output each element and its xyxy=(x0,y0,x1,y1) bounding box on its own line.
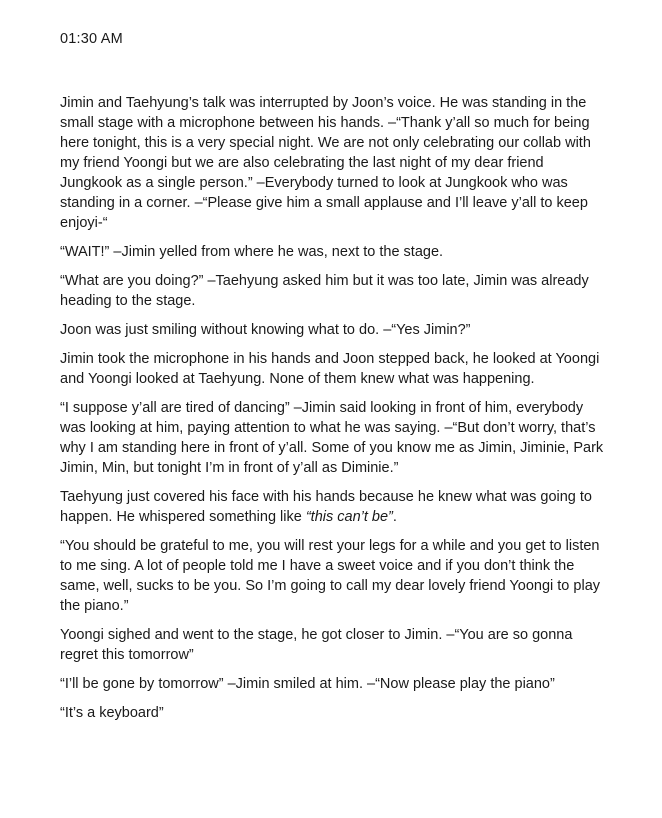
paragraph-7-text: Taehyung just covered his face with his hands because he knew what was going to happen. He whispered something like xyxy=(60,489,592,525)
paragraph-10: “I’ll be gone by tomorrow” –Jimin smiled at him. –“Now please play the piano” xyxy=(60,676,555,692)
paragraph-5: Jimin took the microphone in his hands and Joon stepped back, he looked at Yoongi and Yoongi looked at Taehyung. None of them knew what was happening. xyxy=(60,351,600,387)
paragraph-3: “What are you doing?” –Taehyung asked him but it was too late, Jimin was already heading to the stage. xyxy=(60,273,589,309)
paragraph-7 xyxy=(60,487,608,527)
paragraph-11: “It’s a keyboard” xyxy=(60,705,164,721)
paragraph-9: Yoongi sighed and went to the stage, he got closer to Jimin. –“You are so gonna regret this tomorrow” xyxy=(60,627,573,663)
paragraph-8: “You should be grateful to me, you will rest your legs for a while and you get to listen to me sing. A lot of people told me I have a sweet voice and if you don’t think the same, well, sucks to be you. So I’m going to call my dear lovely friend Yoongi to play the piano.” xyxy=(60,538,601,614)
paragraph-4: Joon was just smiling without knowing what to do. –“Yes Jimin?” xyxy=(60,322,471,338)
paragraph-6: “I suppose y’all are tired of dancing” –Jimin said looking in front of him, everybody was looking at him, paying attention to what he was saying. –“But don’t worry, that’s why I am standing here in front of y’all. Some of you know me as Jimin, Jiminie, Park Jimin, Min, but tonight I’m in front of y’all as Diminie.” xyxy=(60,400,604,476)
paragraph-2: “WAIT!” –Jimin yelled from where he was, next to the stage. xyxy=(60,244,444,260)
paragraph-1: Jimin and Taehyung’s talk was interrupted by Joon’s voice. He was standing in the small stage with a microphone between his hands. –“Thank y’all so much for being here tonight, this is a very special night. We are not only celebrating our collab with my friend Yoongi but we are also celebrating the last night of my dear friend Jungkook as a single person.” –Everybody turned to look at Jungkook who was standing in a corner. –“Please give him a small applause and I’ll leave y’all to keep enjoyi-“ xyxy=(60,95,591,231)
story-body xyxy=(60,93,608,732)
timestamp: 01:30 AM xyxy=(60,31,123,47)
paragraph-7-end: . xyxy=(392,509,397,525)
paragraph-7-italic-quote: “this can’t be” xyxy=(305,509,393,525)
